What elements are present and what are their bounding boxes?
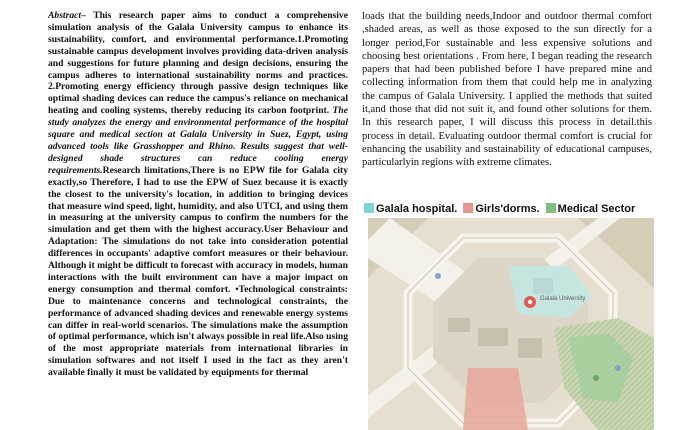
map-dorms-zone — [463, 368, 528, 430]
legend-swatch-hospital — [364, 203, 374, 213]
abstract-paragraph — [48, 10, 348, 379]
map-building — [478, 328, 508, 346]
map-building — [533, 278, 553, 294]
legend-item-dorms — [463, 203, 539, 215]
legend-label-medical: Medical Sector — [557, 203, 636, 215]
map-building — [518, 338, 542, 358]
map-building — [448, 318, 470, 332]
abstract-column — [48, 10, 348, 430]
abstract-text-italic: The study analyzes the energy and environmental performance of the hospital square and medical section at Galala University in Suez, Egypt, using advanced tools like Grasshopper and Rhino. Results suggest that well-designed shade structures can reduce cooling energy requirements. — [48, 105, 348, 176]
abstract-dash: – — [81, 10, 94, 21]
map-location-pin — [524, 296, 536, 308]
map-pin-label: Galala University — [540, 296, 586, 302]
campus-map-drawing — [368, 218, 654, 430]
campus-map — [368, 218, 654, 430]
map-marker — [435, 273, 441, 279]
abstract-label: Abstract — [48, 10, 82, 21]
introduction-column — [362, 10, 652, 200]
legend-label-dorms: Girls'dorms. — [475, 203, 540, 215]
legend-swatch-medical — [546, 203, 556, 213]
legend-item-hospital — [364, 203, 457, 215]
introduction-paragraph: loads that the building needs,Indoor and outdoor thermal comfort ,shaded areas, as well as those exposed to the sun directly for a longer period,For sustainable and less expensive solutions and choosing best orientations . From here, I began reading the research papers that had been published before I have prepared mine and collecting information from them that could help me in analyzing the campus of Galala University. I applied the methods that suited it,and those that did not suit it, and found other solutions for them. In this research paper, I will discuss this process in detail.this process in detail. Evaluating outdoor thermal comfort is crucial for enhancing the usability and sustainability of educational campuses, particularlyin regions with extreme climates. — [362, 11, 652, 169]
map-marker — [615, 365, 621, 371]
legend-item-medical — [546, 203, 636, 215]
abstract-text-part1: This research paper aims to conduct a comprehensive simulation analysis of the Galala University campus to enhance its sustainability, comfort, and environmental performance.1.Promoting sustainable campus development involves providing data-driven analysis and suggestions for future planning and design decisions, ensuring the campus adheres to international sustainability norms and practices. 2.Promoting energy efficiency through passive design techniques like optimal shading devices can reduce the campus's reliance on mechanical heating and cooling systems, thereby reducing its carbon footprint. — [48, 10, 348, 117]
abstract-text-part2: Research limitations,There is no EPW file for Galala city exactly,so Therefore, I had to use the EPW of Suez because it is exactly the closest to the university's location, in addition to bringing devices that measure wind speed, light, humidity, and also UTCI, and using them in measuring at the university campus to confirm the numbers for the simulation and get them with the highest accuracy.User Behaviour and Adaptation: The simulations do not take into consideration potential differences in occupants' adaptive comfort measures or their behaviour. Although it might be difficult to forecast with accuracy in models, human interactions with the built environment can have a major impact on energy consumption and thermal comfort. •Technological constraints: Due to maintenance concerns and technological constraints, the performance of advanced shading devices and renewable energy systems can differ in real-world scenarios. The simulations make the assumption of optimal performance, which isn't always possible in real life.Also using of the most appropriate materials from international libraries in simulation softwares and not itself I used in the fact as they aren't available finally it must be validated by equipments for thermal — [48, 164, 348, 379]
map-legend — [364, 202, 654, 216]
legend-swatch-dorms — [463, 203, 473, 213]
map-marker — [593, 375, 599, 381]
legend-label-hospital: Galala hospital. — [376, 203, 458, 215]
